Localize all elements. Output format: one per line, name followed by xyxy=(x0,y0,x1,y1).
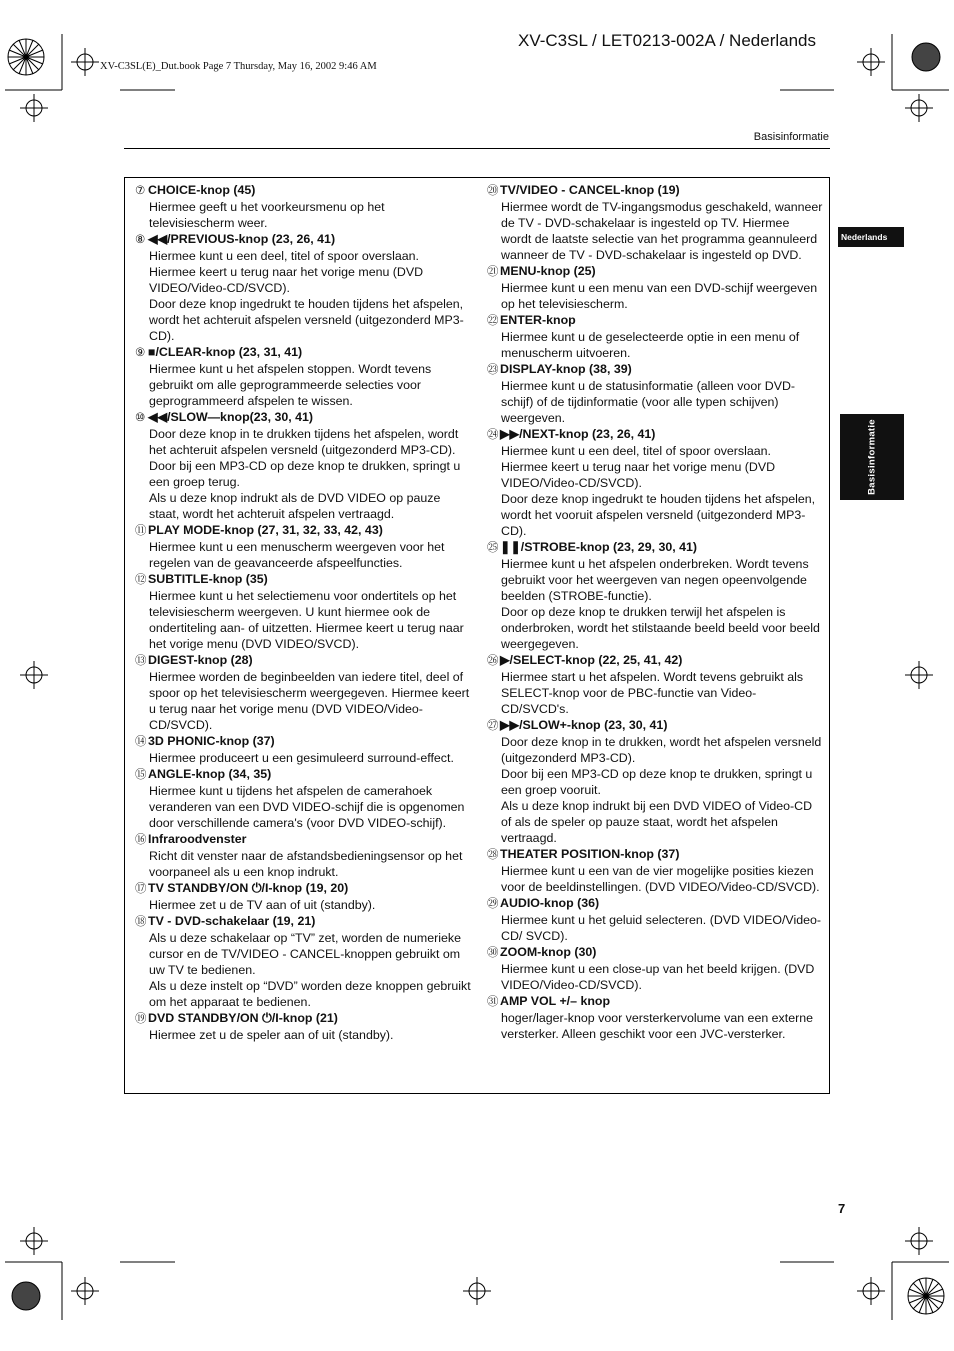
entry-paragraph: Hiermee kunt u een deel, titel of spoor overslaan. xyxy=(501,444,771,458)
entry-paragraph: Hiermee kunt u de geselecteerde optie in een menu of menuscherm uitvoeren. xyxy=(501,330,800,360)
entry-paragraph: Hiermee kunt u een close-up van het beeld krijgen. (DVD VIDEO/Video-CD/SVCD). xyxy=(501,962,815,992)
entry-title: AMP VOL +/– knop xyxy=(500,994,611,1008)
page-number: 7 xyxy=(838,1201,846,1216)
entry-number: ⑯ xyxy=(135,834,147,846)
entry-title: /STROBE-knop (23, 29, 30, 41) xyxy=(520,540,698,554)
entry-paragraph: Hiermee worden de beginbeelden van iedere titel, deel of spoor op het televisiescherm weergegeven. Hiermee keert u terug naar het vorige menu (DVD VIDEO/Video-CD/SVCD). xyxy=(149,670,470,732)
entry-title: /SLOW+-knop (23, 30, 41) xyxy=(519,718,668,732)
entry-title: ZOOM-knop (30) xyxy=(500,945,597,959)
crosshair-icon xyxy=(463,1277,491,1305)
entry-number: ⑮ xyxy=(135,769,147,781)
entry-title: TV/VIDEO - CANCEL-knop (19) xyxy=(500,183,680,197)
entry-number: ㉘ xyxy=(487,849,499,861)
crosshair-icon xyxy=(20,661,48,689)
entry-paragraph: Door deze knop in te drukken, wordt het afspelen versneld (uitgezonderd MP3-CD). xyxy=(501,735,822,765)
crosshair-icon xyxy=(20,94,48,122)
entry-paragraph: Hiermee zet u de TV aan of uit (standby). xyxy=(149,898,376,912)
section-label: Basisinformatie xyxy=(753,131,829,143)
crosshair-icon xyxy=(20,1227,48,1255)
entry-paragraph: Als u deze knop indrukt als de DVD VIDEO op pauze staat, wordt het achteruit afspelen vertraagd. xyxy=(149,491,441,521)
entry-paragraph: Hiermee kunt u het selectiemenu voor ondertitels op het televisiescherm weergeven. U kunt hiermee ook de ondertiteling aan- of uitzetten. Hiermee keert u terug naar het vorige menu (DVD VIDEO/SVCD). xyxy=(149,589,464,651)
entry-paragraph: Hiermee kunt u een van de vier mogelijke posities kiezen voor de beeldinstellingen. (DVD VIDEO/Video-CD/SVCD). xyxy=(501,864,820,894)
entry-paragraph: Door deze knop ingedrukt te houden tijdens het afspelen, wordt het achteruit afspelen versneld (uitgezonderd MP3-CD). xyxy=(149,297,464,343)
crosshair-icon xyxy=(905,94,933,122)
entry-paragraph: Hiermee kunt u een deel, titel of spoor overslaan. xyxy=(149,249,419,263)
entry-paragraph: Hiermee kunt u de statusinformatie (alleen voor DVD-schijf) of de tijdinformatie (voor alle typen schijven) weergeven. xyxy=(501,379,796,425)
entry-number: ㉗ xyxy=(487,720,499,732)
entry-title: /SLOW—knop(23, 30, 41) xyxy=(167,410,314,424)
side-tab-label: Basisinformatie xyxy=(866,419,878,495)
entry-number: ㉙ xyxy=(487,898,499,910)
entry-title: Infraroodvenster xyxy=(148,832,247,846)
entry-number: ㉑ xyxy=(487,266,499,278)
entry-title: MENU-knop (25) xyxy=(500,264,596,278)
entry-title: DVD STANDBY/ON ⏻/I-knop (21) xyxy=(148,1011,338,1025)
entry-number: ⑧ xyxy=(135,234,146,246)
entry-number: ⑬ xyxy=(135,655,147,667)
entry-paragraph: Hiermee kunt u een menu van een DVD-schijf weergeven op het televisiescherm. xyxy=(501,281,818,311)
entry-paragraph: hoger/lager-knop voor versterkervolume van een externe versterker. Alleen geschikt voor een JVC-versterker. xyxy=(501,1011,813,1041)
entry-paragraph: Door op deze knop te drukken terwijl het afspelen is onderbroken, wordt het stilstaande beeld beeld voor beeld weergegeven. xyxy=(501,605,820,651)
entry-number: ⑪ xyxy=(135,525,147,537)
entry-number: ⑰ xyxy=(135,883,147,895)
entry-title: DISPLAY-knop (38, 39) xyxy=(500,362,632,376)
entry-paragraph: Als u deze knop indrukt bij een DVD VIDEO of Video-CD of als de speler op pauze staat, wordt het afspelen vertraagd. xyxy=(501,799,813,845)
entry-number: ㉕ xyxy=(487,542,499,554)
entry-number: ⑳ xyxy=(487,185,499,197)
crosshair-icon xyxy=(905,1227,933,1255)
entry-paragraph: Hiermee geeft u het voorkeursmenu op het televisiescherm weer. xyxy=(149,200,385,230)
button-symbol-icon: ◀◀ xyxy=(148,410,168,424)
entry-number: ⑭ xyxy=(135,736,147,748)
entry-number: ㉛ xyxy=(487,996,499,1008)
entry-title: /CLEAR-knop (23, 31, 41) xyxy=(155,345,303,359)
entry-paragraph: Hiermee kunt u een menuscherm weergeven voor het regelen van de geavanceerde afspeelfuncties. xyxy=(149,540,445,570)
entry-paragraph: Door bij een MP3-CD op deze knop te drukken, springt u een groep terug. xyxy=(149,459,461,489)
entry-title: /PREVIOUS-knop (23, 26, 41) xyxy=(167,232,336,246)
book-page-info: XV-C3SL(E)_Dut.book Page 7 Thursday, May 16, 2002 9:46 AM xyxy=(100,61,377,72)
entry-paragraph: Door deze knop ingedrukt te houden tijdens het afspelen, wordt het vooruit afspelen versneld (uitgezonderd MP3-CD). xyxy=(501,492,816,538)
registration-sunburst-icon xyxy=(908,1278,944,1314)
registration-disk-icon xyxy=(912,43,940,71)
entry-paragraph: Hiermee kunt u het geluid selecteren. (DVD VIDEO/Video-CD/ SVCD). xyxy=(501,913,822,943)
entry-number: ㉒ xyxy=(487,315,499,327)
entry-title: DIGEST-knop (28) xyxy=(148,653,253,667)
entry-paragraph: Richt dit venster naar de afstandsbedieningsensor op het voorpaneel als u een knop indrukt. xyxy=(149,849,463,879)
entry-number: ⑦ xyxy=(135,185,146,197)
entry-paragraph: Door bij een MP3-CD op deze knop te drukken, springt u een groep vooruit. xyxy=(501,767,813,797)
entry-paragraph: Hiermee wordt de TV-ingangsmodus geschakeld, wanneer de TV - DVD-schakelaar is ingesteld op TV. Hiermee wordt de laatste selectie van het programma geannuleerd wanneer de TV - DVD-schakelaar is ingesteld op DVD. xyxy=(501,200,823,262)
button-symbol-icon: ▶▶ xyxy=(500,718,520,732)
crosshair-icon xyxy=(71,1277,99,1305)
entry-paragraph: Hiermee kunt u tijdens het afspelen de camerahoek veranderen van een DVD VIDEO-schijf die is opgenomen door verschillende camera's (voor DVD VIDEO-schijf). xyxy=(149,784,465,830)
entry-title: ENTER-knop xyxy=(500,313,576,327)
entry-title: THEATER POSITION-knop (37) xyxy=(500,847,680,861)
entry-title: ANGLE-knop (34, 35) xyxy=(148,767,272,781)
entry-paragraph: Hiermee produceert u een gesimuleerd surround-effect. xyxy=(149,751,454,765)
entry-paragraph: Hiermee kunt u het afspelen stoppen. Wordt tevens gebruikt om alle geprogrammeerde selecties voor geprogrammeerd afspelen te wissen. xyxy=(149,362,432,408)
document-title: XV-C3SL / LET0213-002A / Nederlands xyxy=(518,31,816,50)
entry-paragraph: Als u deze schakelaar op “TV” zet, worden de numerieke cursor en de TV/VIDEO - CANCEL-knoppen gebruikt om uw TV te bedienen. xyxy=(149,931,461,977)
entry-number: ⑱ xyxy=(135,916,147,928)
entry-paragraph: Door deze knop in te drukken tijdens het afspelen, wordt het achteruit afspelen versneld (uitgezonderd MP3-CD). xyxy=(149,427,459,457)
entry-title: /SELECT-knop (22, 25, 41, 42) xyxy=(509,653,683,667)
entry-title: /NEXT-knop (23, 26, 41) xyxy=(519,427,656,441)
crosshair-icon xyxy=(71,48,99,76)
entry-title: CHOICE-knop (45) xyxy=(148,183,256,197)
entry-number: ㉔ xyxy=(487,429,499,441)
entry-number: ⑲ xyxy=(135,1013,147,1025)
crosshair-icon xyxy=(905,661,933,689)
entry-paragraph: Hiermee keert u terug naar het vorige menu (DVD VIDEO/Video-CD/SVCD). xyxy=(501,460,776,490)
entry-number: ⑩ xyxy=(135,412,146,424)
registration-sunburst-icon xyxy=(8,39,44,75)
entry-number: ⑨ xyxy=(135,347,146,359)
entry-title: TV STANDBY/ON ⏻/I-knop (19, 20) xyxy=(148,881,349,895)
button-symbol-icon: ◀◀ xyxy=(148,232,168,246)
registration-disk-icon xyxy=(12,1282,40,1310)
crosshair-icon xyxy=(857,1277,885,1305)
entry-number: ㉖ xyxy=(487,655,499,667)
button-symbol-icon: ▶▶ xyxy=(500,427,520,441)
entry-paragraph: Als u deze instelt op “DVD” worden deze knoppen gebruikt om het apparaat te bedienen. xyxy=(149,979,471,1009)
language-tab: Nederlands xyxy=(838,227,904,247)
entry-title: 3D PHONIC-knop (37) xyxy=(148,734,275,748)
entry-title: TV - DVD-schakelaar (19, 21) xyxy=(148,914,316,928)
crosshair-icon xyxy=(857,48,885,76)
button-symbol-icon: ■ xyxy=(148,345,156,359)
entry-number: ㉚ xyxy=(487,947,499,959)
entry-number: ㉓ xyxy=(487,364,499,376)
entry-paragraph: Hiermee kunt u het afspelen onderbreken. Wordt tevens gebruikt voor het weergeven van negen opeenvolgende beelden (STROBE-functie). xyxy=(501,557,809,603)
entry-number: ⑫ xyxy=(135,574,147,586)
button-symbol-icon: ▶ xyxy=(500,653,510,667)
entry-paragraph: Hiermee keert u terug naar het vorige menu (DVD VIDEO/Video-CD/SVCD). xyxy=(149,265,424,295)
entry-title: AUDIO-knop (36) xyxy=(500,896,600,910)
entry-title: SUBTITLE-knop (35) xyxy=(148,572,268,586)
entry-paragraph: Hiermee zet u de speler aan of uit (standby). xyxy=(149,1028,394,1042)
button-symbol-icon: ❚❚ xyxy=(500,540,521,554)
entry-title: PLAY MODE-knop (27, 31, 32, 33, 42, 43) xyxy=(148,523,383,537)
entry-paragraph: Hiermee start u het afspelen. Wordt tevens gebruikt als SELECT-knop voor de PBC-functie van Video-CD/SVCD's. xyxy=(501,670,804,716)
